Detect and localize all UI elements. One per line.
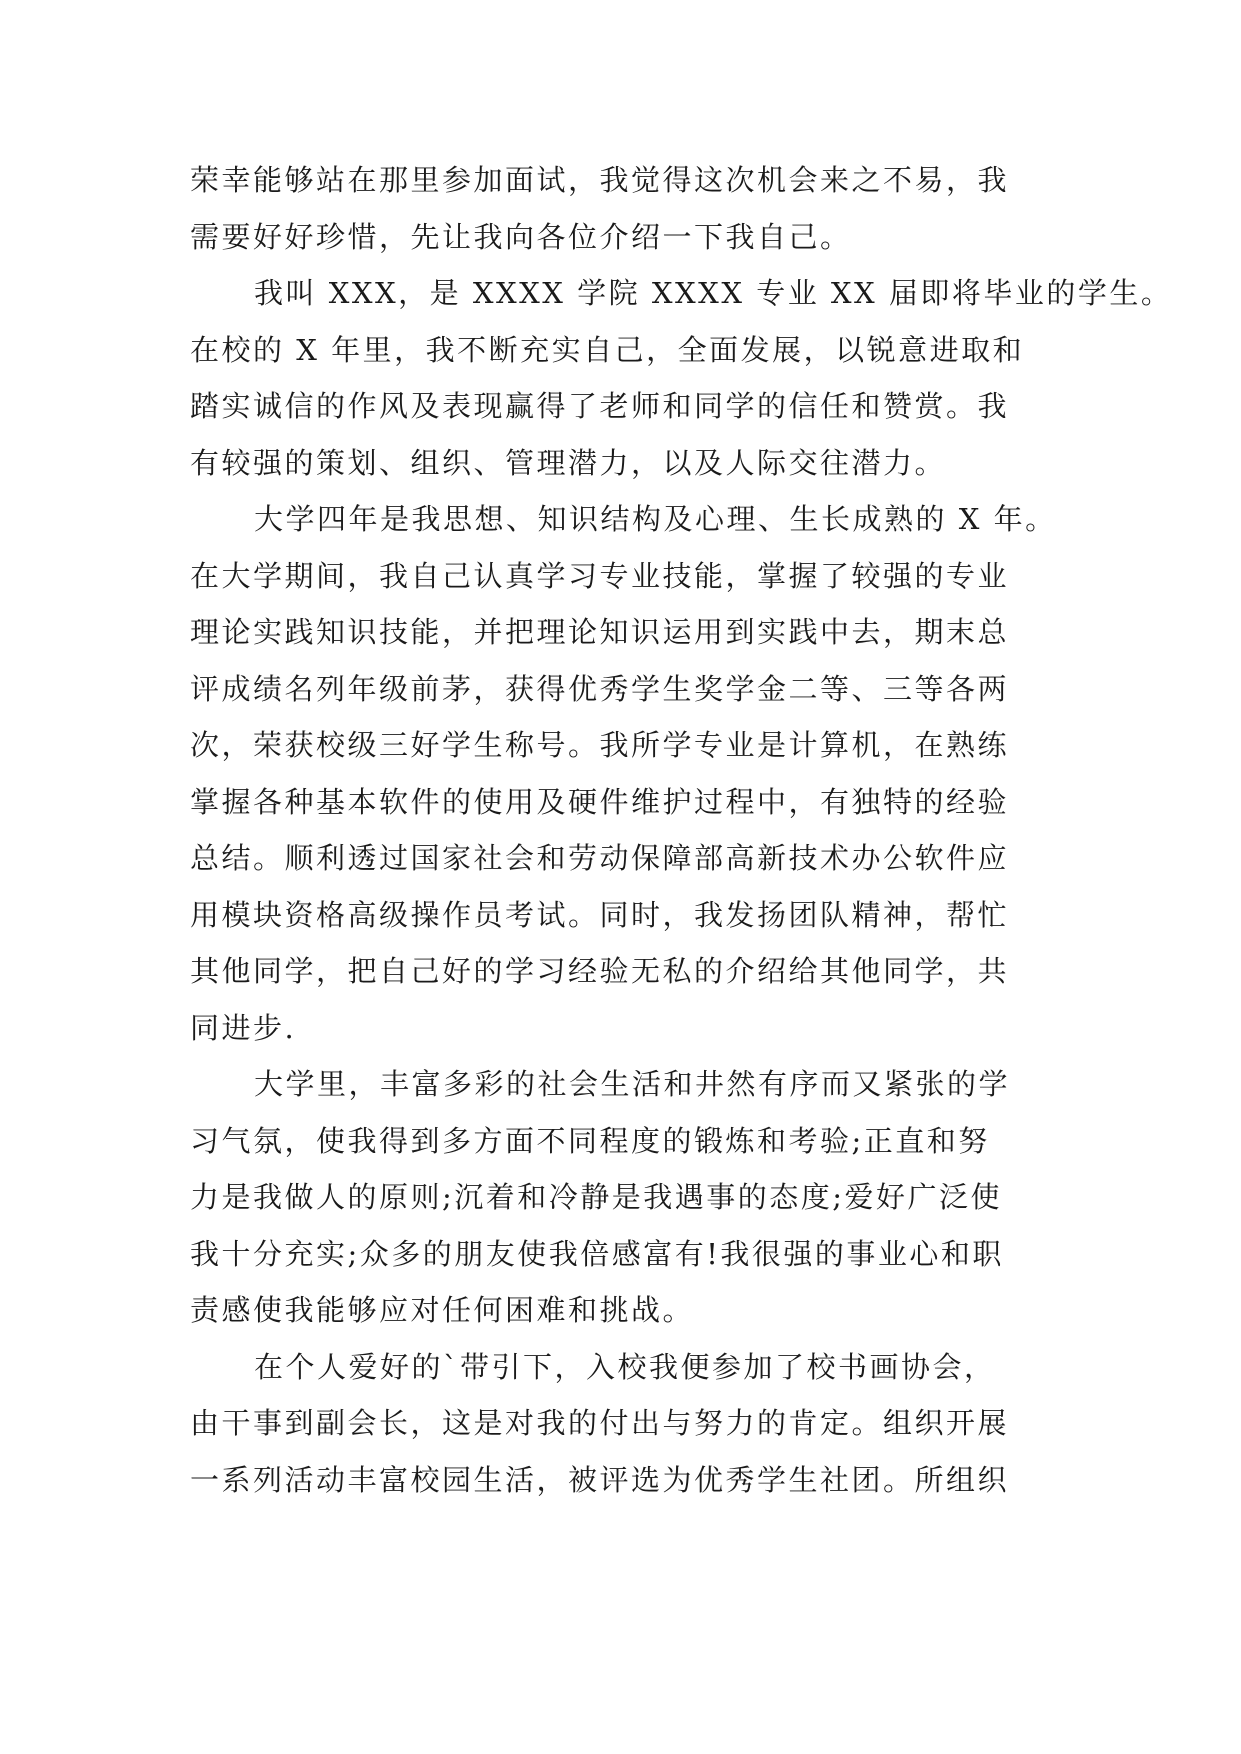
text-line: 习气氛，使我得到多方面不同程度的锻炼和考验;正直和努 — [190, 1123, 990, 1158]
text-line: 大学里，丰富多彩的社会生活和井然有序而又紧张的学 — [254, 1067, 1011, 1101]
text-line: 有较强的策划、组织、管理潜力，以及人际交往潜力。 — [190, 445, 947, 480]
text-line: 同进步. — [190, 1010, 297, 1045]
text-line: 在大学期间，我自己认真学习专业技能，掌握了较强的专业 — [190, 558, 1010, 593]
text-line: 力是我做人的原则;沉着和冷静是我遇事的态度;爱好广泛使 — [190, 1180, 1003, 1214]
text-line: 总结。顺利透过国家社会和劳动保障部高新技术办公软件应 — [190, 841, 1010, 875]
text-line: 需要好好珍惜，先让我向各位介绍一下我自己。 — [190, 219, 852, 254]
text-line: 掌握各种基本软件的使用及硬件维护过程中，有独特的经验 — [190, 784, 1010, 819]
document-body — [190, 152, 1173, 1508]
text-line: 踏实诚信的作风及表现赢得了老师和同学的信任和赞赏。我 — [190, 389, 1010, 423]
text-line: 理论实践知识技能，并把理论知识运用到实践中去，期末总 — [190, 615, 1010, 649]
text-line: 大学四年是我思想、知识结构及心理、生长成熟的 X 年。 — [254, 502, 1057, 536]
text-line: 由干事到副会长，这是对我的付出与努力的肯定。组织开展 — [190, 1406, 1010, 1440]
text-line: 次，荣获校级三好学生称号。我所学专业是计算机，在熟练 — [190, 728, 1010, 762]
text-line: 一系列活动丰富校园生活，被评选为优秀学生社团。所组织 — [190, 1462, 1010, 1497]
text-line: 在校的 X 年里，我不断充实自己，全面发展，以锐意进取和 — [190, 332, 1025, 367]
text-line: 荣幸能够站在那里参加面试，我觉得这次机会来之不易，我 — [190, 163, 1010, 197]
text-line: 在个人爱好的`带引下，入校我便参加了校书画协会， — [254, 1349, 996, 1384]
text-line: 责感使我能够应对任何困难和挑战。 — [190, 1293, 695, 1327]
text-line: 我十分充实;众多的朋友使我倍感富有!我很强的事业心和职 — [190, 1236, 1004, 1271]
text-line: 其他同学，把自己好的学习经验无私的介绍给其他同学，共 — [190, 954, 1010, 988]
text-line: 用模块资格高级操作员考试。同时，我发扬团队精神，帮忙 — [190, 897, 1010, 932]
text-line: 我叫 XXX，是 XXXX 学院 XXXX 专业 XX 届即将毕业的学生。 — [254, 276, 1173, 310]
text-line: 评成绩名列年级前茅，获得优秀学生奖学金二等、三等各两 — [190, 671, 1010, 706]
